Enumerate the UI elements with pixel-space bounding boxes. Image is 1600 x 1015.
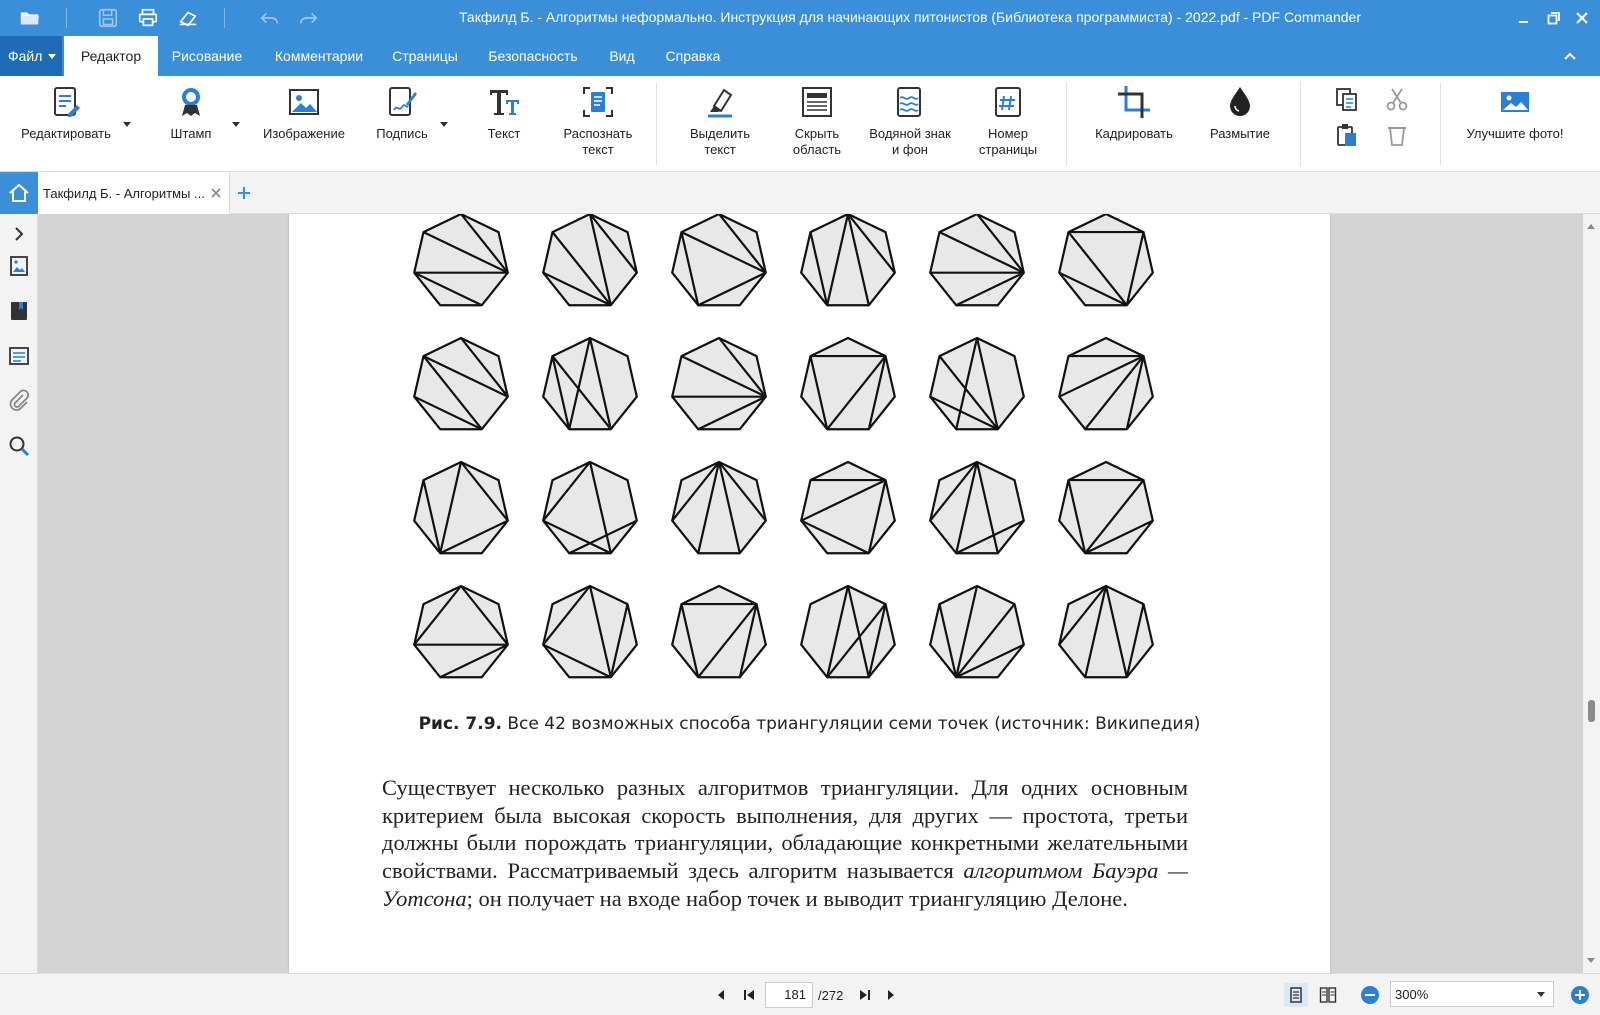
save-icon[interactable]: [94, 6, 122, 30]
heptagon-triangulation: [414, 214, 508, 305]
crop-icon: [1114, 82, 1154, 122]
paragraph-text: ; он получает на входе набор точек и выводит триангуляцию Делоне.: [466, 885, 1128, 911]
chevron-down-icon: [1537, 992, 1545, 997]
chevron-down-icon[interactable]: [123, 122, 131, 127]
paste-icon[interactable]: [1332, 120, 1362, 150]
page-number-button[interactable]: [958, 82, 1058, 168]
page-number-icon: [988, 82, 1028, 122]
heptagon-outline: [543, 338, 637, 429]
heptagon-triangulation: [543, 462, 637, 553]
heptagon-outline: [672, 462, 766, 553]
heptagon-outline: [930, 338, 1024, 429]
home-icon: [7, 181, 31, 205]
stamp-icon: [171, 82, 211, 122]
print-icon[interactable]: [134, 6, 162, 30]
file-menu-button[interactable]: [0, 36, 62, 76]
watermark-icon: [890, 82, 930, 122]
tab-security[interactable]: Безопасность: [488, 48, 578, 64]
photo-icon: [1495, 82, 1535, 122]
figure-caption: [289, 714, 1330, 734]
redo-icon[interactable]: [294, 6, 322, 30]
title-bar: [0, 0, 1600, 36]
next-page-icon[interactable]: [882, 986, 900, 1004]
zoom-in-button[interactable]: [1570, 985, 1590, 1005]
hide-area-icon: [797, 82, 837, 122]
restore-button[interactable]: [1542, 6, 1566, 30]
ocr-label: Распознать текст: [563, 126, 633, 157]
heptagon-outline: [672, 214, 766, 305]
heptagon-triangulation: [414, 338, 508, 429]
plus-circle-icon: [1570, 985, 1590, 1005]
text-label: Текст: [487, 126, 521, 141]
heptagon-triangulation: [930, 338, 1024, 429]
document-tab-title: Такфилд Б. - Алгоритмы ...: [43, 185, 205, 201]
heptagon-triangulation: [672, 338, 766, 429]
heptagon-outline: [543, 462, 637, 553]
annotations-list-icon[interactable]: [5, 342, 33, 370]
tab-comments[interactable]: Комментарии: [274, 48, 364, 64]
close-button[interactable]: [1570, 6, 1594, 30]
attachment-icon[interactable]: [5, 387, 33, 415]
image-label: Изображение: [263, 126, 345, 141]
tab-drawing[interactable]: Рисование: [171, 48, 243, 64]
previous-page-icon[interactable]: [712, 986, 730, 1004]
highlight-text-label: Выделить текст: [690, 126, 750, 157]
heptagon-outline: [930, 214, 1024, 305]
paragraph-italic-term: алгоритмом Бауэра — Уотсона: [382, 858, 1188, 911]
heptagon-outline: [414, 462, 508, 553]
heptagon-outline: [672, 586, 766, 677]
watermark-button[interactable]: [860, 82, 960, 168]
hide-area-label: Скрыть область: [792, 126, 842, 157]
page-number-input[interactable]: 181: [765, 982, 813, 1008]
text-button[interactable]: [466, 82, 542, 168]
status-bar: [0, 973, 1600, 1015]
edit-document-icon: [46, 82, 86, 122]
enhance-photo-label: Улучшите фото!: [1466, 126, 1564, 141]
blur-drop-icon: [1220, 82, 1260, 122]
heptagon-outline: [801, 338, 895, 429]
heptagon-outline: [414, 586, 508, 677]
close-icon[interactable]: [207, 184, 225, 202]
ocr-button[interactable]: [548, 82, 648, 168]
heptagon-triangulation: [1059, 338, 1153, 429]
minimize-button[interactable]: [1512, 6, 1536, 30]
heptagon-triangulation: [801, 338, 895, 429]
document-tab[interactable]: [38, 172, 230, 214]
scroll-down-icon[interactable]: [1587, 958, 1595, 963]
chevron-down-icon: [48, 54, 56, 59]
zoom-out-button[interactable]: [1360, 985, 1380, 1005]
zoom-level-value: 300%: [1395, 987, 1429, 1002]
heptagon-outline: [1059, 214, 1153, 305]
tab-pages[interactable]: Страницы: [392, 48, 458, 64]
paragraph-text: Существует несколько разных алгоритмов триангуляции. Для одних основным критерием была высокая скорость выполнения, для других — простота, третьи должны были порождать триангуляции, обладающие конкретными желательными свойствами. Рассматриваемый здесь алгоритм называется: [382, 775, 1188, 884]
ocr-icon: [578, 82, 618, 122]
page-number-label: Номер страницы: [978, 126, 1038, 157]
tab-view[interactable]: Вид: [609, 48, 635, 64]
heptagon-outline: [1059, 462, 1153, 553]
heptagon-outline: [801, 586, 895, 677]
scrollbar-thumb[interactable]: [1588, 700, 1595, 722]
heptagon-triangulation: [672, 462, 766, 553]
open-folder-icon[interactable]: [16, 6, 44, 30]
heptagon-triangulation: [543, 214, 637, 305]
crop-label: Кадрировать: [1095, 126, 1173, 141]
ribbon-separator: [656, 82, 657, 166]
figure-caption-text: Все 42 возможных способа триангуляции семи точек (источник: Википедия): [501, 714, 1201, 734]
bookmarks-icon[interactable]: [5, 297, 33, 325]
heptagon-outline: [672, 338, 766, 429]
toolbar-separator: [66, 8, 67, 28]
image-icon: [284, 82, 324, 122]
heptagon-outline: [930, 586, 1024, 677]
heptagon-outline: [930, 462, 1024, 553]
heptagon-triangulation: [672, 586, 766, 677]
scroll-up-icon[interactable]: [1587, 224, 1595, 229]
first-page-icon[interactable]: [740, 986, 758, 1004]
heptagon-triangulation: [801, 586, 895, 677]
heptagon-triangulation: [1059, 586, 1153, 677]
chevron-down-icon[interactable]: [232, 122, 240, 127]
page-total: /272: [818, 988, 844, 1003]
heptagon-triangulation: [801, 214, 895, 305]
heptagon-triangulation: [930, 462, 1024, 553]
triangulation-figure: [289, 214, 1330, 704]
scissors-icon[interactable]: [1382, 84, 1412, 114]
heptagon-outline: [543, 586, 637, 677]
window-title: Такфилд Б. - Алгоритмы неформально. Инструкция для начинающих питонистов (Библиотека программиста) - 2022.pdf - PDF Commander: [459, 9, 1361, 25]
chevron-up-icon[interactable]: [1558, 46, 1582, 68]
heptagon-triangulation: [543, 338, 637, 429]
ribbon-separator: [1300, 82, 1301, 166]
heptagon-outline: [801, 214, 895, 305]
ribbon-separator: [1066, 82, 1067, 166]
undo-icon[interactable]: [256, 6, 284, 30]
image-button[interactable]: [254, 82, 354, 168]
copy-icon[interactable]: [1332, 84, 1362, 114]
home-button[interactable]: [0, 172, 38, 214]
heptagon-outline: [1059, 338, 1153, 429]
file-menu-label: Файл: [8, 48, 43, 64]
document-tab-strip: [0, 172, 1600, 214]
body-paragraph: [382, 774, 1188, 913]
heptagon-triangulation: [1059, 214, 1153, 305]
tab-editor[interactable]: Редактор: [64, 36, 158, 76]
heptagon-triangulation: [543, 586, 637, 677]
new-tab-button[interactable]: [234, 183, 254, 203]
zoom-level-select[interactable]: [1390, 981, 1554, 1007]
heptagon-outline: [414, 338, 508, 429]
ribbon-separator: [1440, 82, 1441, 166]
single-page-view-icon[interactable]: [1284, 983, 1308, 1007]
signature-icon: [382, 82, 422, 122]
edit-button[interactable]: [10, 82, 122, 168]
vertical-scrollbar[interactable]: [1583, 214, 1600, 973]
menu-bar: [0, 36, 1600, 76]
signature-button[interactable]: [362, 82, 442, 168]
edit-label: Редактировать: [21, 126, 111, 141]
heptagon-triangulation: [414, 462, 508, 553]
figure-caption-label: Рис. 7.9.: [418, 714, 502, 734]
hide-area-button[interactable]: [768, 82, 866, 168]
scan-icon[interactable]: [174, 6, 202, 30]
heptagon-outline: [1059, 586, 1153, 677]
tab-help[interactable]: Справка: [665, 48, 721, 64]
left-sidebar: [0, 214, 38, 1015]
pdf-page: [289, 214, 1330, 973]
thumbnails-icon[interactable]: [5, 252, 33, 280]
chevron-right-icon[interactable]: [5, 220, 33, 248]
chevron-down-icon[interactable]: [440, 122, 448, 127]
crop-button[interactable]: [1080, 82, 1188, 168]
last-page-icon[interactable]: [856, 986, 874, 1004]
text-icon: [484, 82, 524, 122]
blur-button[interactable]: [1194, 82, 1286, 168]
heptagon-outline: [414, 214, 508, 305]
toolbar-separator: [224, 8, 225, 28]
stamp-button[interactable]: [146, 82, 236, 168]
two-page-view-icon[interactable]: [1316, 983, 1340, 1007]
plus-icon: [236, 185, 252, 201]
heptagon-outline: [543, 214, 637, 305]
stamp-label: Штамп: [170, 126, 212, 141]
ribbon-toolbar: [0, 76, 1600, 172]
highlighter-icon: [700, 82, 740, 122]
enhance-photo-button[interactable]: [1456, 82, 1574, 168]
heptagon-outline: [801, 462, 895, 553]
heptagon-triangulation: [801, 462, 895, 553]
heptagon-triangulation: [414, 586, 508, 677]
signature-label: Подпись: [376, 126, 428, 141]
heptagon-triangulation: [672, 214, 766, 305]
minus-circle-icon: [1360, 985, 1380, 1005]
search-icon[interactable]: [5, 432, 33, 460]
highlight-text-button[interactable]: [670, 82, 770, 168]
blur-label: Размытие: [1209, 126, 1270, 141]
trash-icon[interactable]: [1382, 120, 1412, 150]
heptagon-triangulation: [930, 586, 1024, 677]
heptagon-triangulation: [1059, 462, 1153, 553]
document-viewport[interactable]: [38, 214, 1583, 973]
heptagon-triangulation: [930, 214, 1024, 305]
watermark-label: Водяной знак и фон: [869, 126, 951, 157]
